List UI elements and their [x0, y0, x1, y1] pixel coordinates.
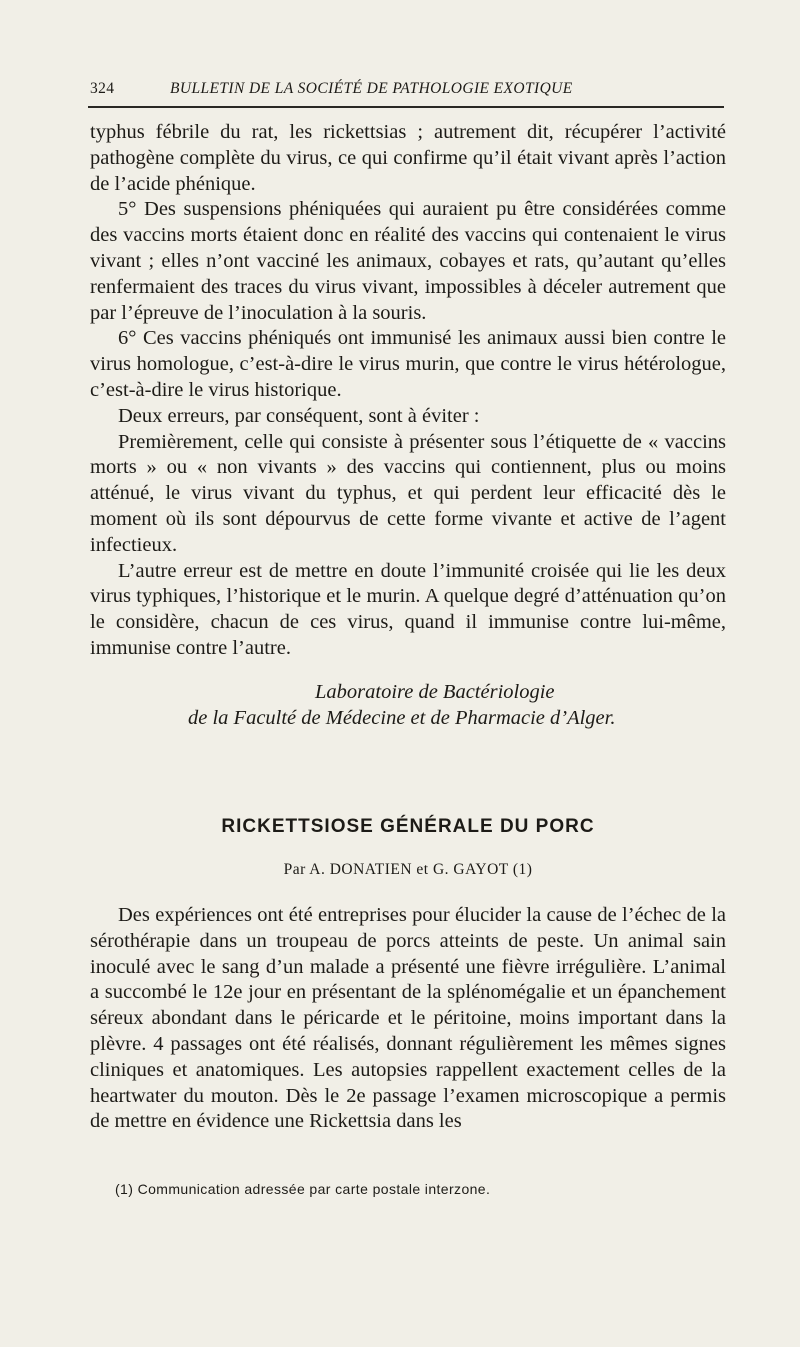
signature-line-2: de la Faculté de Médecine et de Pharmacie d’Alger. — [188, 707, 616, 729]
footnote: (1) Communication adressée par carte postale interzone. — [115, 1181, 491, 1197]
signature-line-1: Laboratoire de Bactériologie — [315, 681, 555, 703]
article-authors: Par A. DONATIEN et G. GAYOT (1) — [283, 861, 533, 878]
paragraph: 5° Des suspensions phéniquées qui auraient pu être considérées comme des vaccins morts étaient donc en réalité des vaccins qui contenaient le virus vivant ; elles n’ont vacciné les animaux, cobayes et rats, qu’autant qu’elles renfermaient des traces du virus vivant, impossibles à déceler autrement que par l’épreuve de l’inoculation à la souris. — [90, 198, 726, 324]
paragraph: L’autre erreur est de mettre en doute l’immunité croisée qui lie les deux virus typhiques, l’historique et le murin. A quelque degré d’atténuation qu’on le considère, chacun de ces virus, quand il immunise contre lui-même, immunise contre l’autre. — [90, 559, 726, 659]
header-rule — [88, 106, 724, 108]
paragraph: Des expériences ont été entreprises pour élucider la cause de l’échec de la sérothérapie dans un troupeau de porcs atteints de peste. Un animal sain inoculé avec le sang d’un malade a présenté une fièvre irrégulière. L’animal a succombé le 12e jour en présentant de la splénomégalie et un épanchement séreux abondant dans le péricarde et le péritoine, moins important dans la plèvre. 4 passages ont été réalisés, donnant régulièrement les mêmes signes cliniques et anatomiques. Les autopsies rappellent exactement celles de la heartwater du mouton. Dès le 2e passage l’examen microscopique a permis de mettre en évidence une Rickettsia dans les — [90, 904, 726, 1133]
article-title: RICKETTSIOSE GÉNÉRALE DU PORC — [221, 816, 595, 837]
page-number: 324 — [90, 80, 115, 97]
body-section-2 — [90, 903, 726, 1135]
paragraph: Premièrement, celle qui consiste à présenter sous l’étiquette de « vaccins morts » ou « non vivants » des vaccins qui contiennent, plus ou moins atténué, le virus vivant du typhus, et qui perdent leur efficacité dès le moment où ils sont dépourvus de cette forme vivante et active de l’agent infectieux. — [90, 430, 726, 556]
paragraph: 6° Ces vaccins phéniqués ont immunisé les animaux aussi bien contre le virus homologue, c’est-à-dire le virus murin, que contre le virus hétérologue, c’est-à-dire le virus historique. — [90, 327, 726, 401]
paragraph: typhus fébrile du rat, les rickettsias ; autrement dit, récupérer l’activité pathogène complète du virus, ce qui confirme qu’il était vivant après l’action de l’acide phénique. — [90, 121, 726, 195]
paragraph: Deux erreurs, par conséquent, sont à éviter : — [118, 404, 480, 427]
body-section-1 — [90, 120, 726, 662]
running-title: BULLETIN DE LA SOCIÉTÉ DE PATHOLOGIE EXOTIQUE — [170, 80, 573, 97]
